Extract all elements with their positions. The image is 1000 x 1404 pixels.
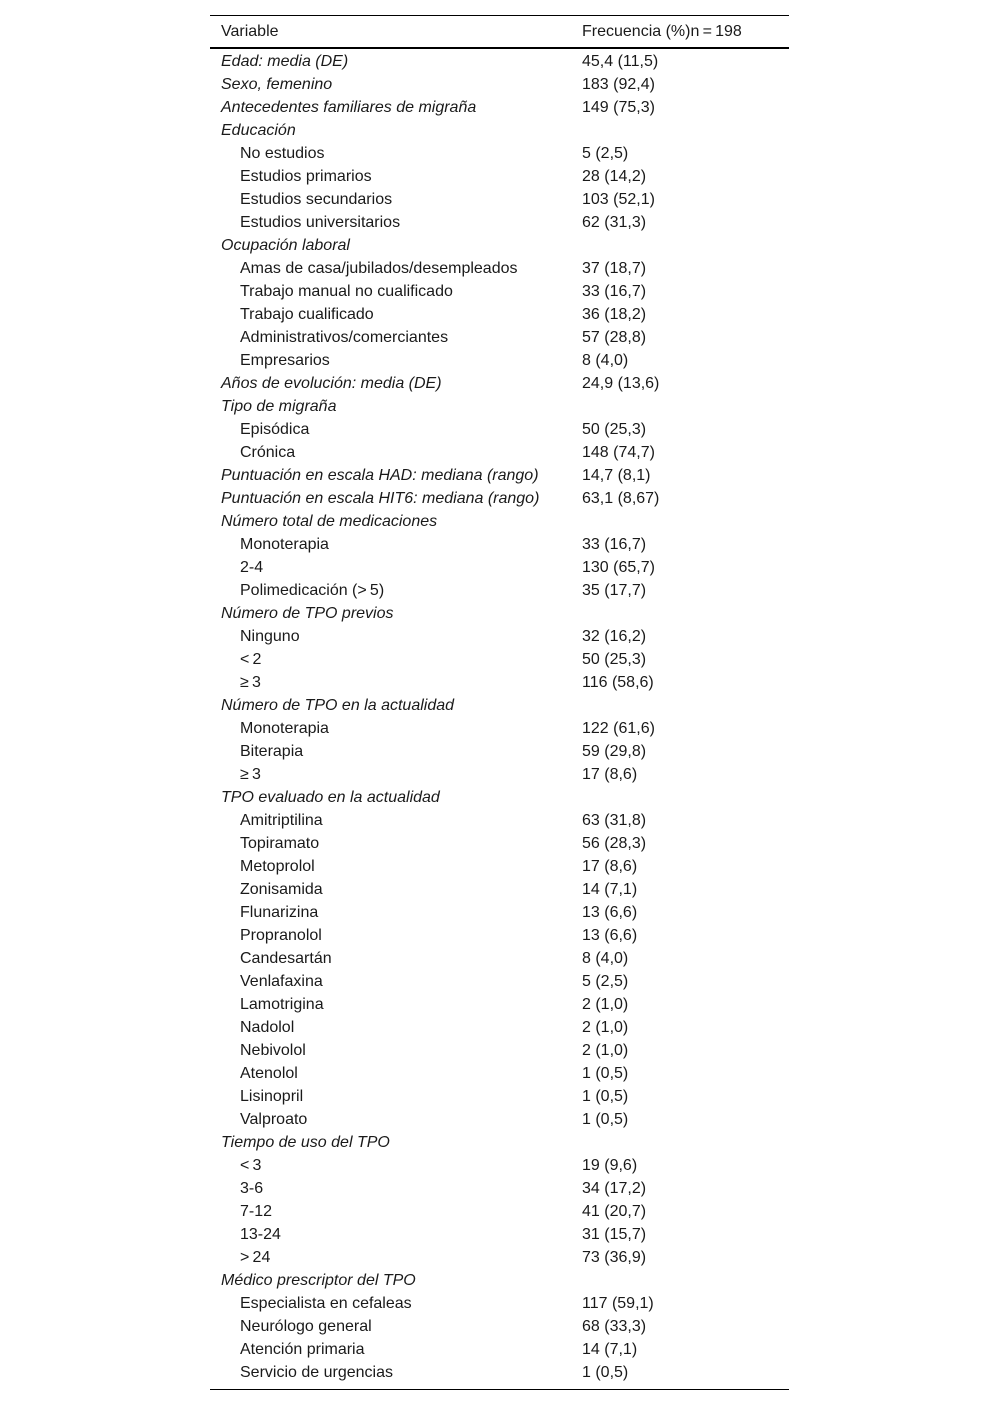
table-row	[210, 533, 789, 556]
table-row	[210, 234, 789, 257]
table-bottom-rule	[210, 1389, 789, 1390]
table-row	[210, 1108, 789, 1131]
frequency-value: 14 (7,1)	[582, 881, 638, 898]
frequency-value	[571, 694, 789, 717]
table-row	[210, 280, 789, 303]
frequency-value: 36 (18,2)	[582, 306, 647, 323]
frequency-value: 32 (16,2)	[582, 628, 647, 645]
table-row	[210, 73, 789, 96]
table-row	[210, 717, 789, 740]
table-row	[210, 510, 789, 533]
frequency-value: 50 (25,3)	[582, 651, 647, 668]
table-row	[210, 48, 789, 73]
frequency-value: 5 (2,5)	[582, 973, 629, 990]
table-row	[210, 855, 789, 878]
table-row	[210, 487, 789, 510]
subcategory-label: Atención primaria	[240, 1341, 365, 1358]
header-variable: Variable	[221, 22, 279, 40]
header-frequency: Frecuencia (%)n = 198	[582, 22, 742, 40]
frequency-value: 8 (4,0)	[582, 950, 629, 967]
subcategory-label: Trabajo cualificado	[240, 306, 374, 323]
frequency-value: 149 (75,3)	[582, 99, 655, 116]
frequency-value: 50 (25,3)	[582, 421, 647, 438]
frequency-value: 34 (17,2)	[582, 1180, 647, 1197]
subcategory-label: Administrativos/comerciantes	[240, 329, 449, 346]
subcategory-label: Estudios primarios	[240, 168, 372, 185]
subcategory-label: Nebivolol	[240, 1042, 306, 1059]
subcategory-label: Neurólogo general	[240, 1318, 372, 1335]
frequency-value: 19 (9,6)	[582, 1157, 638, 1174]
table-row	[210, 418, 789, 441]
subcategory-label: Biterapia	[240, 743, 304, 760]
table-row	[210, 188, 789, 211]
table-row	[210, 349, 789, 372]
category-label: Número de TPO previos	[221, 605, 394, 622]
category-label: Médico prescriptor del TPO	[221, 1272, 416, 1289]
category-label: Número de TPO en la actualidad	[221, 697, 455, 714]
category-label: Antecedentes familiares de migraña	[221, 99, 477, 116]
table-row	[210, 1177, 789, 1200]
subcategory-label: Crónica	[240, 444, 296, 461]
table-row	[210, 579, 789, 602]
category-label: Puntuación en escala HIT6: mediana (rango)	[221, 490, 540, 507]
frequency-value	[571, 786, 789, 809]
header-row	[210, 16, 789, 49]
table-row	[210, 763, 789, 786]
frequency-value: 63,1 (8,67)	[582, 490, 660, 507]
table-row	[210, 832, 789, 855]
frequency-value: 41 (20,7)	[582, 1203, 647, 1220]
frequency-value: 148 (74,7)	[582, 444, 655, 461]
subcategory-label: Propranolol	[240, 927, 322, 944]
table-row	[210, 142, 789, 165]
subcategory-label: 13-24	[240, 1226, 281, 1243]
subcategory-label: 2-4	[240, 559, 264, 576]
subcategory-label: ≥ 3	[240, 766, 261, 783]
table-row	[210, 740, 789, 763]
table-row	[210, 303, 789, 326]
frequency-value: 8 (4,0)	[582, 352, 629, 369]
table-row	[210, 625, 789, 648]
table-row	[210, 464, 789, 487]
table-row	[210, 1062, 789, 1085]
subcategory-label: ≥ 3	[240, 674, 261, 691]
subcategory-label: No estudios	[240, 145, 325, 162]
frequency-value	[571, 510, 789, 533]
subcategory-label: Trabajo manual no cualificado	[240, 283, 453, 300]
frequency-value: 31 (15,7)	[582, 1226, 647, 1243]
demographics-table	[210, 15, 789, 1384]
subcategory-label: Amitriptilina	[240, 812, 323, 829]
frequency-value: 103 (52,1)	[582, 191, 655, 208]
frequency-value: 62 (31,3)	[582, 214, 647, 231]
table-row	[210, 1154, 789, 1177]
subcategory-label: Candesartán	[240, 950, 332, 967]
category-label: Educación	[221, 122, 296, 139]
frequency-value: 1 (0,5)	[582, 1065, 629, 1082]
category-label: Sexo, femenino	[221, 76, 333, 93]
subcategory-label: Flunarizina	[240, 904, 319, 921]
table-row	[210, 1361, 789, 1384]
subcategory-label: Valproato	[240, 1111, 308, 1128]
table-row	[210, 165, 789, 188]
table-row	[210, 901, 789, 924]
table-row	[210, 1131, 789, 1154]
subcategory-label: Ninguno	[240, 628, 300, 645]
table-row	[210, 1200, 789, 1223]
table-row	[210, 1246, 789, 1269]
frequency-value: 2 (1,0)	[582, 1019, 629, 1036]
frequency-value	[571, 119, 789, 142]
frequency-value: 56 (28,3)	[582, 835, 647, 852]
table-row	[210, 970, 789, 993]
frequency-value: 14 (7,1)	[582, 1341, 638, 1358]
subcategory-label: Monoterapia	[240, 720, 329, 737]
table-row	[210, 119, 789, 142]
frequency-value	[571, 1131, 789, 1154]
frequency-value: 1 (0,5)	[582, 1088, 629, 1105]
subcategory-label: Estudios universitarios	[240, 214, 401, 231]
frequency-value: 122 (61,6)	[582, 720, 655, 737]
subcategory-label: Empresarios	[240, 352, 330, 369]
subcategory-label: Monoterapia	[240, 536, 329, 553]
table-row	[210, 211, 789, 234]
subcategory-label: Atenolol	[240, 1065, 298, 1082]
subcategory-label: Lisinopril	[240, 1088, 304, 1105]
subcategory-label: < 3	[240, 1157, 262, 1174]
table-row	[210, 1016, 789, 1039]
table-row	[210, 993, 789, 1016]
table-row	[210, 1269, 789, 1292]
table-header	[210, 16, 789, 49]
subcategory-label: < 2	[240, 651, 262, 668]
frequency-value: 57 (28,8)	[582, 329, 647, 346]
frequency-value	[571, 234, 789, 257]
category-label: Ocupación laboral	[221, 237, 350, 254]
table-row	[210, 602, 789, 625]
frequency-value: 17 (8,6)	[582, 766, 638, 783]
table-row	[210, 809, 789, 832]
frequency-value: 116 (58,6)	[582, 674, 654, 691]
frequency-value: 63 (31,8)	[582, 812, 647, 829]
subcategory-label: 7-12	[240, 1203, 273, 1220]
table-row	[210, 96, 789, 119]
subcategory-label: Servicio de urgencias	[240, 1364, 393, 1381]
category-label: Tipo de migraña	[221, 398, 337, 415]
table-row	[210, 786, 789, 809]
table-row	[210, 924, 789, 947]
frequency-value: 24,9 (13,6)	[582, 375, 660, 392]
category-label: Años de evolución: media (DE)	[221, 375, 442, 392]
subcategory-label: Venlafaxina	[240, 973, 323, 990]
frequency-value: 5 (2,5)	[582, 145, 629, 162]
frequency-value: 35 (17,7)	[582, 582, 647, 599]
subcategory-label: Topiramato	[240, 835, 320, 852]
frequency-value: 68 (33,3)	[582, 1318, 647, 1335]
table-row	[210, 878, 789, 901]
subcategory-label: Zonisamida	[240, 881, 323, 898]
frequency-value: 2 (1,0)	[582, 1042, 629, 1059]
frequency-value: 13 (6,6)	[582, 904, 638, 921]
frequency-value: 1 (0,5)	[582, 1111, 629, 1128]
frequency-value: 117 (59,1)	[582, 1295, 654, 1312]
subcategory-label: Especialista en cefaleas	[240, 1295, 412, 1312]
category-label: TPO evaluado en la actualidad	[221, 789, 440, 806]
subcategory-label: Lamotrigina	[240, 996, 324, 1013]
frequency-value	[571, 395, 789, 418]
frequency-value: 1 (0,5)	[582, 1364, 629, 1381]
table-row	[210, 1223, 789, 1246]
frequency-value: 2 (1,0)	[582, 996, 629, 1013]
table-row	[210, 326, 789, 349]
frequency-value: 33 (16,7)	[582, 283, 647, 300]
table-row	[210, 395, 789, 418]
frequency-value: 14,7 (8,1)	[582, 467, 651, 484]
frequency-value: 33 (16,7)	[582, 536, 647, 553]
table-row	[210, 1315, 789, 1338]
table-row	[210, 1292, 789, 1315]
table-row	[210, 441, 789, 464]
table-row	[210, 947, 789, 970]
table-row	[210, 1085, 789, 1108]
subcategory-label: Amas de casa/jubilados/desempleados	[240, 260, 518, 277]
table-row	[210, 1039, 789, 1062]
subcategory-label: Nadolol	[240, 1019, 295, 1036]
frequency-value: 130 (65,7)	[582, 559, 655, 576]
frequency-value	[571, 1269, 789, 1292]
subcategory-label: > 24	[240, 1249, 271, 1266]
table-body	[210, 48, 789, 1384]
frequency-value: 37 (18,7)	[582, 260, 647, 277]
table-row	[210, 648, 789, 671]
subcategory-label: 3-6	[240, 1180, 264, 1197]
frequency-value: 183 (92,4)	[582, 76, 655, 93]
frequency-value: 17 (8,6)	[582, 858, 638, 875]
table-row	[210, 1338, 789, 1361]
subcategory-label: Polimedicación (> 5)	[240, 582, 385, 599]
subcategory-label: Episódica	[240, 421, 310, 438]
category-label: Puntuación en escala HAD: mediana (rango)	[221, 467, 539, 484]
subcategory-label: Metoprolol	[240, 858, 315, 875]
table-row	[210, 556, 789, 579]
subcategory-label: Estudios secundarios	[240, 191, 393, 208]
category-label: Número total de medicaciones	[221, 513, 438, 530]
frequency-value	[571, 602, 789, 625]
table-row	[210, 372, 789, 395]
frequency-value: 73 (36,9)	[582, 1249, 647, 1266]
table-row	[210, 671, 789, 694]
category-label: Tiempo de uso del TPO	[221, 1134, 390, 1151]
table-row	[210, 694, 789, 717]
frequency-value: 13 (6,6)	[582, 927, 638, 944]
table-row	[210, 257, 789, 280]
category-label: Edad: media (DE)	[221, 53, 349, 70]
demographics-table-container	[210, 15, 789, 1390]
frequency-value: 28 (14,2)	[582, 168, 647, 185]
frequency-value: 59 (29,8)	[582, 743, 647, 760]
frequency-value: 45,4 (11,5)	[582, 53, 659, 70]
